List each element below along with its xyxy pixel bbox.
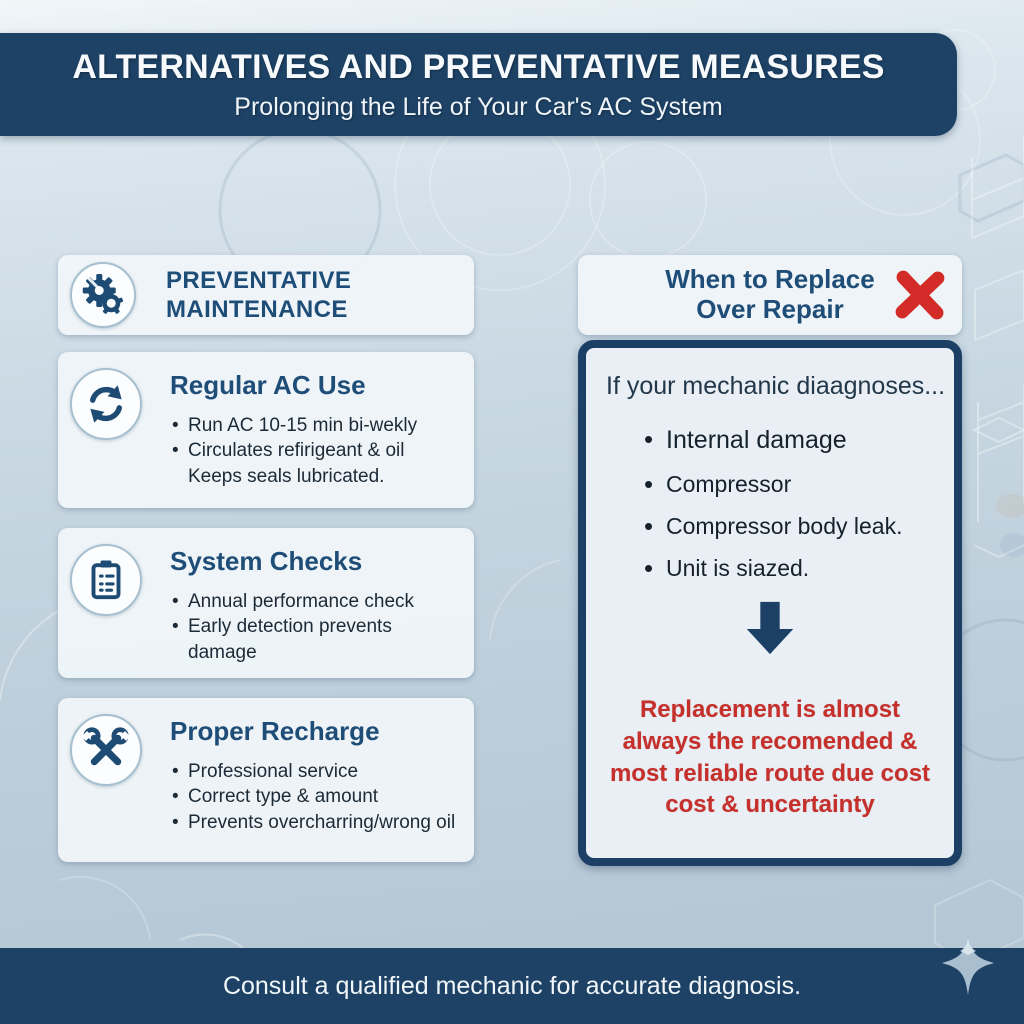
replacement-diagnosis-panel: [578, 340, 962, 866]
diagnosis-intro-text: If your mechanic diaagnoses...: [606, 372, 946, 400]
system-checks-card: [58, 528, 474, 678]
regular-ac-use-card: [58, 352, 474, 508]
list-item: • Professional service: [170, 759, 455, 784]
title-banner: [0, 33, 957, 136]
page-title: ALTERNATIVES AND PREVENTATIVE MEASURES: [72, 47, 885, 86]
sparkle-icon: [938, 933, 998, 997]
regular-ac-use-title: Regular AC Use: [170, 370, 366, 400]
gears-icon: [70, 262, 136, 328]
list-item: • Run AC 10-15 min bi-wekly: [170, 413, 417, 438]
system-checks-title: System Checks: [170, 546, 363, 576]
preventative-maintenance-title: [166, 266, 351, 325]
list-item: • Circulates refirigeant & oil: [170, 438, 417, 463]
proper-recharge-card: [58, 698, 474, 862]
preventative-maintenance-title-line2: MAINTENANCE: [166, 296, 348, 323]
system-checks-bullets: [170, 589, 464, 665]
when-to-replace-header-card: [578, 255, 962, 335]
footer-band: [0, 948, 1024, 1024]
list-item: • Unit is siazed.: [644, 556, 954, 581]
footer-disclaimer-text: Consult a qualified mechanic for accurate diagnosis.: [222, 971, 802, 1000]
list-item: • Annual performance check: [170, 589, 464, 614]
conclusion-line: Replacement is almost: [639, 696, 901, 724]
preventative-maintenance-header-card: [58, 255, 474, 335]
x-mark-icon: [890, 265, 950, 325]
preventative-maintenance-title-line1: PREVENTATIVE: [166, 266, 352, 294]
conclusion-line: most reliable route due cost: [609, 759, 931, 787]
list-item-continuation: Keeps seals lubricated.: [188, 465, 385, 487]
replacement-conclusion: [586, 694, 954, 821]
conclusion-line: cost & uncertainty: [665, 791, 875, 819]
list-item: • Correct type & amount: [170, 784, 455, 809]
refresh-icon: [70, 368, 142, 440]
regular-ac-use-bullets: [170, 413, 417, 489]
replace-over-repair-column: [578, 255, 962, 866]
clipboard-icon: [70, 544, 142, 616]
list-item: • Compressor: [644, 472, 954, 497]
diagnosis-bullet-list: [644, 427, 954, 581]
when-to-replace-title-line1: When to Replace: [665, 264, 875, 295]
proper-recharge-title: Proper Recharge: [170, 716, 380, 746]
list-item: • Prevents overcharring/wrong oil: [170, 810, 455, 835]
conclusion-line: always the recomended &: [622, 728, 918, 756]
list-item: • Internal damage: [644, 427, 954, 455]
preventative-maintenance-column: [58, 255, 474, 862]
list-item: • Compressor body leak.: [644, 514, 954, 539]
when-to-replace-title-line2: Over Repair: [696, 294, 844, 324]
proper-recharge-bullets: [170, 759, 455, 835]
down-arrow-icon: [586, 598, 954, 658]
wrenches-icon: [70, 714, 142, 786]
list-item: • Early detection prevents damage: [170, 614, 464, 665]
page-subtitle: Prolonging the Life of Your Car's AC System: [234, 92, 723, 121]
